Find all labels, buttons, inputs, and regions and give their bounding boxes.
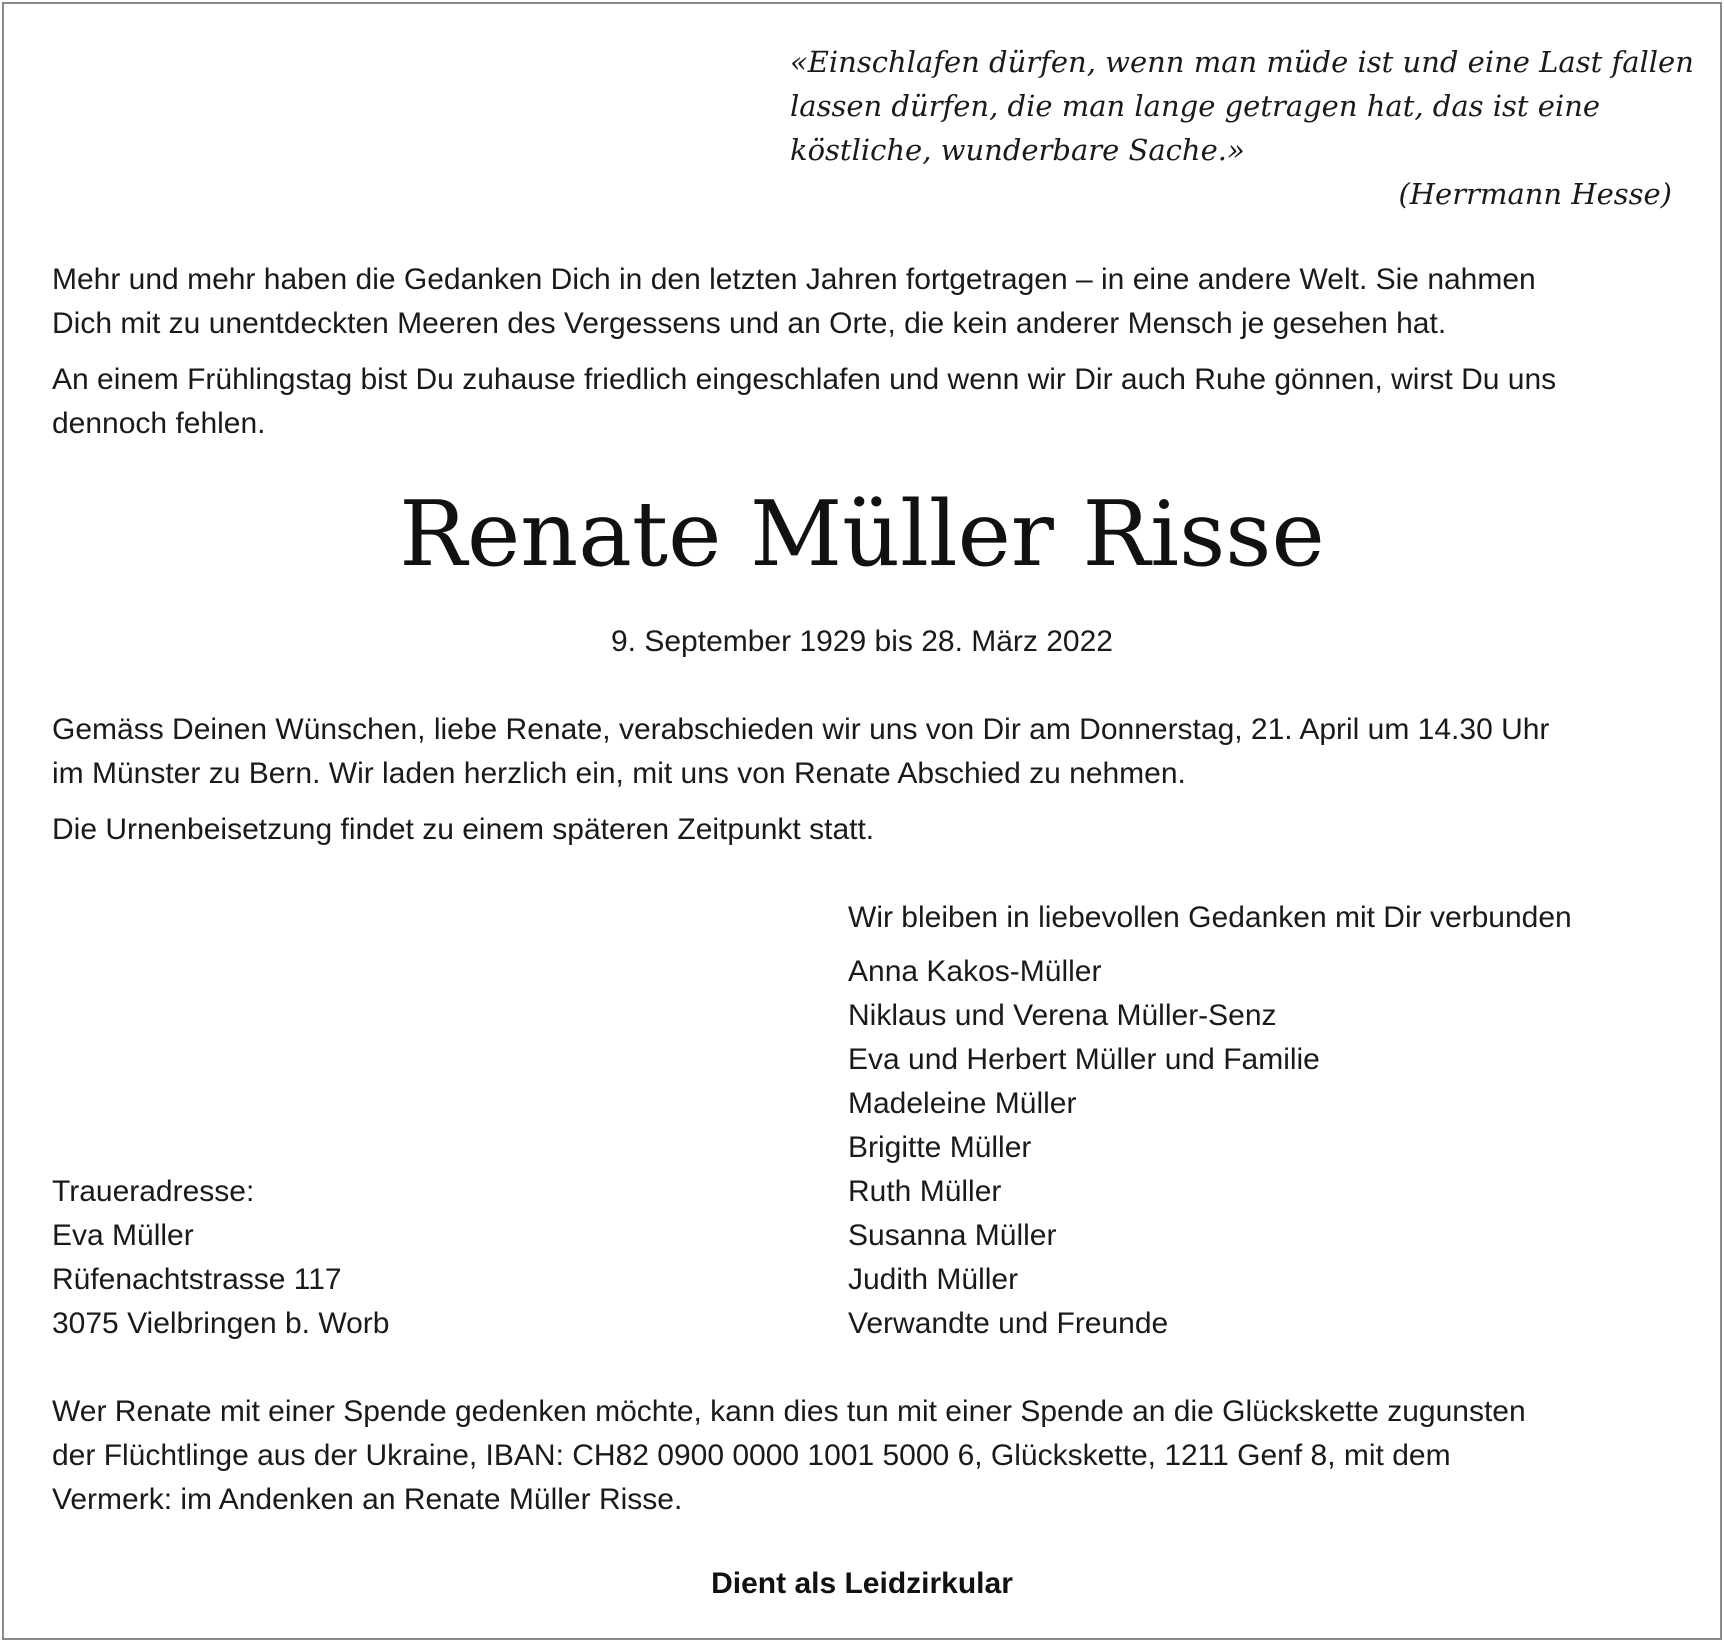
- mourner-name: Eva und Herbert Müller und Familie: [848, 1043, 1320, 1076]
- intro-p2-line-1: An einem Frühlingstag bist Du zuhause friedlich eingeschlafen und wenn wir Dir auch Ruhe gönnen, wirst Du uns: [52, 363, 1557, 396]
- intro-p2-line-2: dennoch fehlen.: [52, 407, 266, 440]
- quote-line-1: «Einschlafen dürfen, wenn man müde ist und eine Last fallen: [790, 45, 1694, 79]
- quote-line-3: köstliche, wunderbare Sache.»: [790, 133, 1245, 167]
- donation-line-1: Wer Renate mit einer Spende gedenken möchte, kann dies tun mit einer Spende an die Glückskette zugunsten: [52, 1395, 1526, 1428]
- intro-p1-line-2: Dich mit zu unentdeckten Meeren des Vergessens und an Orte, die kein anderer Mensch je gesehen hat.: [52, 307, 1447, 340]
- deceased-name: Renate Müller Risse: [399, 482, 1325, 587]
- mourner-name: Verwandte und Freunde: [848, 1307, 1169, 1340]
- mourner-name: Anna Kakos-Müller: [848, 955, 1102, 988]
- mourner-name: Susanna Müller: [848, 1219, 1057, 1252]
- urn-burial-line: Die Urnenbeisetzung findet zu einem späteren Zeitpunkt statt.: [52, 813, 875, 846]
- intro-paragraph-1: [52, 258, 1674, 346]
- intro-paragraph-2: [52, 358, 1674, 446]
- donation-paragraph: [52, 1390, 1674, 1522]
- address-line-city: 3075 Vielbringen b. Worb: [52, 1307, 390, 1340]
- intro-p1-line-1: Mehr und mehr haben die Gedanken Dich in den letzten Jahren fortgetragen – in eine andere Welt. Sie nahmen: [52, 263, 1536, 296]
- mourner-name: Niklaus und Verena Müller-Senz: [848, 999, 1277, 1032]
- address-label: Traueradresse:: [52, 1175, 255, 1208]
- ceremony-line-2: im Münster zu Bern. Wir laden herzlich ein, mit uns von Renate Abschied zu nehmen.: [52, 757, 1186, 790]
- address-line-name: Eva Müller: [52, 1219, 194, 1252]
- ceremony-paragraph: [52, 708, 1674, 796]
- mourner-name: Brigitte Müller: [848, 1131, 1032, 1164]
- quote-author: (Herrmann Hesse): [1398, 177, 1672, 211]
- urn-burial-note: [52, 808, 1674, 852]
- footer-note: Dient als Leidzirkular: [711, 1567, 1013, 1600]
- mourner-name: Ruth Müller: [848, 1175, 1002, 1208]
- mourner-name: Judith Müller: [848, 1263, 1019, 1296]
- mourner-name: Madeleine Müller: [848, 1087, 1077, 1120]
- life-dates: 9. September 1929 bis 28. März 2022: [611, 625, 1113, 658]
- donation-line-2: der Flüchtlinge aus der Ukraine, IBAN: CH82 0900 0000 1001 5000 6, Glückskette, 1211 Genf 8, mit dem: [52, 1439, 1451, 1472]
- address-line-street: Rüfenachtstrasse 117: [52, 1263, 342, 1296]
- ceremony-line-1: Gemäss Deinen Wünschen, liebe Renate, verabschieden wir uns von Dir am Donnerstag, 21. April um 14.30 Uhr: [52, 713, 1550, 746]
- mourners-heading: Wir bleiben in liebevollen Gedanken mit Dir verbunden: [848, 901, 1572, 934]
- donation-line-3: Vermerk: im Andenken an Renate Müller Risse.: [52, 1483, 683, 1516]
- quote-line-2: lassen dürfen, die man lange getragen hat, das ist eine: [790, 89, 1601, 123]
